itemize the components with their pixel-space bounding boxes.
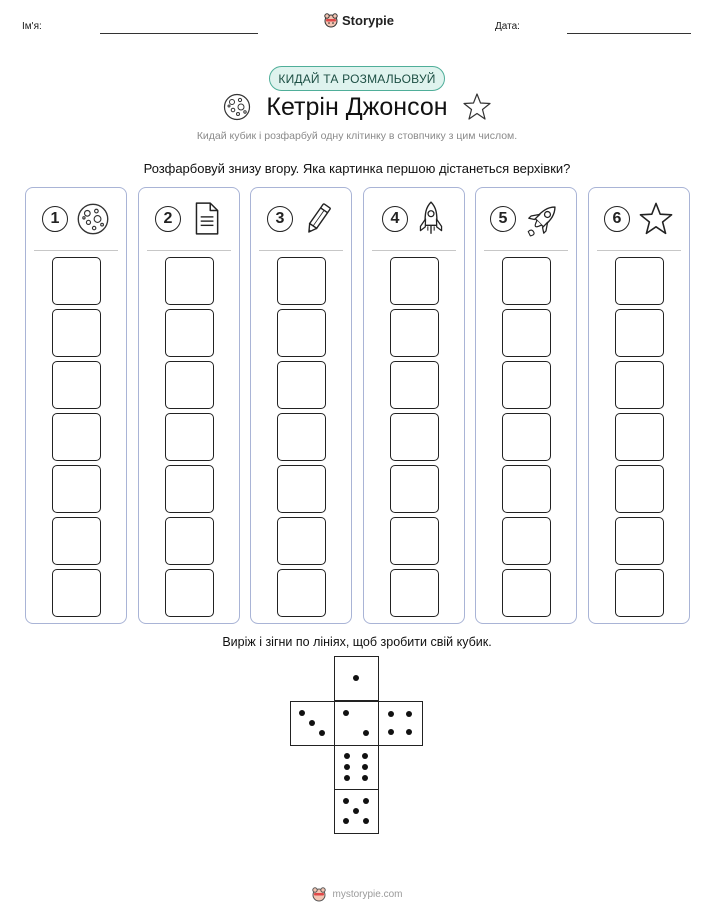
color-cell[interactable] xyxy=(165,309,214,357)
date-line[interactable] xyxy=(567,33,691,34)
color-cell[interactable] xyxy=(502,517,551,565)
column-6 xyxy=(588,187,690,624)
die-pip xyxy=(353,675,359,681)
color-cell[interactable] xyxy=(52,257,101,305)
color-cell[interactable] xyxy=(165,465,214,513)
die-pip xyxy=(363,798,369,804)
color-cell[interactable] xyxy=(277,569,326,617)
die-pip xyxy=(406,729,412,735)
cell-stack xyxy=(502,257,551,621)
date-label: Дата: xyxy=(495,21,520,32)
color-cell[interactable] xyxy=(277,257,326,305)
color-cell[interactable] xyxy=(502,309,551,357)
color-cell[interactable] xyxy=(390,309,439,357)
color-cell[interactable] xyxy=(615,257,664,305)
column-divider xyxy=(372,250,456,251)
color-cell[interactable] xyxy=(615,413,664,461)
color-cell[interactable] xyxy=(52,413,101,461)
color-cell[interactable] xyxy=(52,465,101,513)
die-pip xyxy=(344,775,350,781)
column-header xyxy=(476,188,576,250)
column-5 xyxy=(475,187,577,624)
die-pip xyxy=(388,711,394,717)
brand-logo xyxy=(323,12,394,28)
cut-instruction: Виріж і зігни по лініях, щоб зробити свій кубик. xyxy=(222,635,492,649)
column-header xyxy=(589,188,689,250)
cell-stack xyxy=(52,257,101,621)
star-icon xyxy=(462,92,492,122)
column-3 xyxy=(250,187,352,624)
color-cell[interactable] xyxy=(165,361,214,409)
name-label: Ім'я: xyxy=(22,21,42,32)
column-number: 5 xyxy=(490,206,516,232)
die-face-3 xyxy=(290,701,335,746)
footer-url[interactable]: mystorypie.com xyxy=(332,888,403,900)
die-pip xyxy=(319,730,325,736)
storypie-mascot-icon xyxy=(311,886,327,902)
color-cell[interactable] xyxy=(502,413,551,461)
rocket-launch-icon xyxy=(524,200,562,238)
color-cell[interactable] xyxy=(390,361,439,409)
title-row xyxy=(0,92,714,122)
color-cell[interactable] xyxy=(165,413,214,461)
activity-badge: КИДАЙ ТА РОЗМАЛЬОВУЙ xyxy=(269,66,445,91)
color-cell[interactable] xyxy=(502,257,551,305)
cell-stack xyxy=(277,257,326,621)
die-pip xyxy=(343,818,349,824)
color-cell[interactable] xyxy=(390,569,439,617)
pencil-icon xyxy=(301,201,335,237)
color-cell[interactable] xyxy=(52,361,101,409)
moon-icon xyxy=(76,202,110,236)
column-header xyxy=(26,188,126,250)
color-cell[interactable] xyxy=(52,569,101,617)
color-cell[interactable] xyxy=(615,517,664,565)
color-cell[interactable] xyxy=(52,517,101,565)
column-header xyxy=(251,188,351,250)
brand-name: Storypie xyxy=(342,12,395,28)
column-header xyxy=(139,188,239,250)
die-face-2 xyxy=(334,701,379,746)
color-cell[interactable] xyxy=(615,465,664,513)
document-icon xyxy=(189,201,223,237)
column-divider xyxy=(484,250,568,251)
color-cell[interactable] xyxy=(277,361,326,409)
column-2 xyxy=(138,187,240,624)
column-number: 1 xyxy=(42,206,68,232)
die-face-4 xyxy=(378,701,423,746)
color-cell[interactable] xyxy=(502,361,551,409)
die-face-1 xyxy=(334,656,379,701)
color-cell[interactable] xyxy=(390,257,439,305)
die-pip xyxy=(362,775,368,781)
column-number: 4 xyxy=(382,206,408,232)
color-cell[interactable] xyxy=(277,413,326,461)
die-pip xyxy=(343,798,349,804)
color-cell[interactable] xyxy=(615,361,664,409)
column-divider xyxy=(597,250,681,251)
cell-stack xyxy=(165,257,214,621)
color-cell[interactable] xyxy=(165,517,214,565)
rocket-icon xyxy=(416,200,446,238)
die-pip xyxy=(406,711,412,717)
color-cell[interactable] xyxy=(277,465,326,513)
color-cell[interactable] xyxy=(52,309,101,357)
color-cell[interactable] xyxy=(502,569,551,617)
column-4 xyxy=(363,187,465,624)
color-cell[interactable] xyxy=(615,309,664,357)
star-icon xyxy=(638,201,674,237)
die-pip xyxy=(363,730,369,736)
die-pip xyxy=(309,720,315,726)
die-pip xyxy=(299,710,305,716)
column-divider xyxy=(34,250,118,251)
cell-stack xyxy=(390,257,439,621)
column-header xyxy=(364,188,464,250)
column-number: 2 xyxy=(155,206,181,232)
color-cell[interactable] xyxy=(615,569,664,617)
die-face-6 xyxy=(334,745,379,790)
die-pip xyxy=(353,808,359,814)
page-title: Кетрін Джонсон xyxy=(266,92,448,121)
color-cell[interactable] xyxy=(390,517,439,565)
color-cell[interactable] xyxy=(165,257,214,305)
color-cell[interactable] xyxy=(390,465,439,513)
instruction: Розфарбовуй знизу вгору. Яка картинка першою дістанеться верхівки? xyxy=(143,161,571,176)
subtitle: Кидай кубик і розфарбуй одну клітинку в стовпчику з цим числом. xyxy=(196,130,518,142)
die-pip xyxy=(388,729,394,735)
footer xyxy=(0,886,714,902)
name-line[interactable] xyxy=(100,33,258,34)
die-pip xyxy=(362,753,368,759)
color-cell[interactable] xyxy=(165,569,214,617)
column-1 xyxy=(25,187,127,624)
die-face-5 xyxy=(334,789,379,834)
die-pip xyxy=(363,818,369,824)
die-pip xyxy=(344,764,350,770)
color-cell[interactable] xyxy=(277,309,326,357)
column-divider xyxy=(147,250,231,251)
column-divider xyxy=(259,250,343,251)
storypie-mascot-icon xyxy=(323,12,339,28)
column-number: 6 xyxy=(604,206,630,232)
die-pip xyxy=(343,710,349,716)
die-pip xyxy=(362,764,368,770)
color-cell[interactable] xyxy=(390,413,439,461)
color-cell[interactable] xyxy=(277,517,326,565)
die-pip xyxy=(344,753,350,759)
column-number: 3 xyxy=(267,206,293,232)
cell-stack xyxy=(615,257,664,621)
color-cell[interactable] xyxy=(502,465,551,513)
moon-icon xyxy=(222,92,252,122)
